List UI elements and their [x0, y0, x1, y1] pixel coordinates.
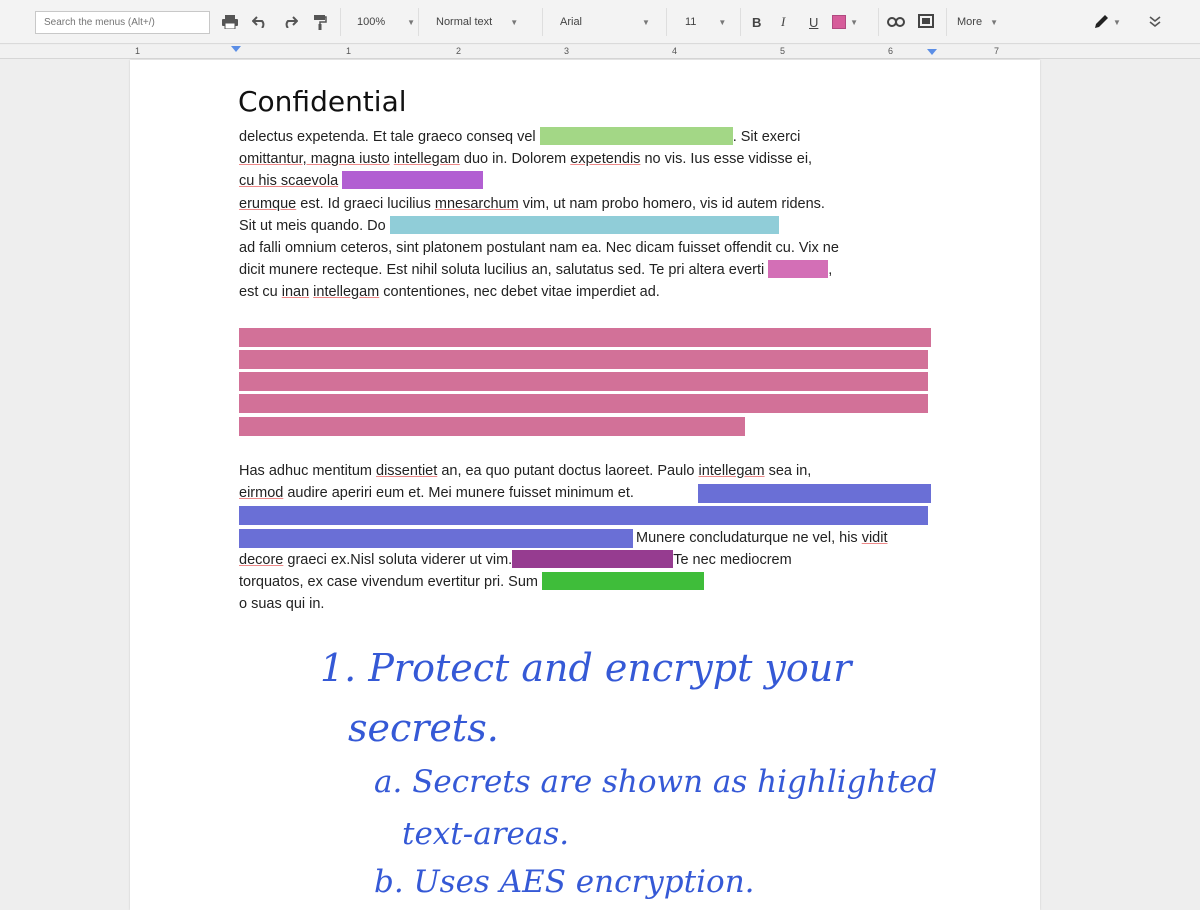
ruler-number: 5 — [780, 46, 786, 56]
text-line — [239, 237, 939, 259]
text-run: est. Id graeci lucilius — [300, 195, 431, 212]
search-menus-input[interactable] — [35, 11, 210, 34]
toolbar-separator — [946, 8, 947, 36]
secret-highlight[interactable] — [239, 328, 931, 347]
misspelled-word[interactable]: intellegam — [313, 284, 380, 301]
more-button[interactable] — [957, 0, 998, 44]
handwritten-note-b: b. Uses AES encryption. — [374, 864, 755, 900]
text-run: audire aperiri eum et. Mei munere fuisset minimum et. — [287, 485, 634, 502]
text-run: no vis. Ius esse vidisse ei, — [644, 151, 813, 168]
text-run: contentiones, nec debet vitae imperdiet ad. — [383, 284, 660, 301]
link-icon[interactable] — [886, 12, 906, 32]
font-size-value: 11 — [685, 16, 697, 28]
misspelled-word[interactable]: erumque — [239, 195, 297, 212]
more-label: More — [957, 16, 983, 28]
secret-highlight[interactable] — [239, 417, 745, 436]
text-run: . Sit exerci — [732, 129, 801, 145]
toolbar-separator — [340, 8, 341, 36]
chevron-down-icon: ▼ — [407, 17, 416, 27]
secret-highlight[interactable] — [239, 529, 633, 548]
text-run: Has adhuc mentitum — [239, 463, 372, 479]
chevron-down-icon: ▼ — [718, 17, 727, 27]
misspelled-word[interactable]: vidit — [861, 529, 888, 546]
text-run: Sit ut meis quando. Do — [239, 217, 386, 234]
misspelled-word[interactable]: dissentiet — [376, 463, 438, 479]
ruler-number: 6 — [888, 46, 894, 56]
text-line — [239, 193, 939, 215]
secret-highlight[interactable] — [239, 372, 928, 391]
text-run: o suas qui in. — [239, 596, 325, 613]
secret-highlight[interactable] — [540, 127, 733, 145]
handwritten-note-1-cont: secrets. — [348, 706, 499, 750]
text-line — [239, 126, 939, 148]
toolbar-separator — [542, 8, 543, 36]
secret-highlight[interactable] — [239, 350, 928, 369]
right-indent-marker-icon[interactable] — [927, 49, 937, 55]
text-run: dicit munere recteque. Est nihil soluta lucilius an, salutatus sed. Te pri altera everti — [239, 262, 765, 279]
paragraph-1 — [239, 126, 939, 304]
handwritten-note-a: a. Secrets are shown as highlighted — [374, 764, 938, 800]
paint-format-icon[interactable] — [310, 12, 330, 32]
text-run: delectus expetenda. Et tale graeco conseq vel — [239, 129, 536, 145]
misspelled-word[interactable]: intellegam — [393, 151, 460, 168]
ruler-number: 3 — [564, 46, 570, 56]
style-value: Normal text — [436, 16, 493, 28]
misspelled-word[interactable]: expetendis — [570, 151, 641, 168]
text-run: , — [828, 262, 833, 279]
ruler-number: 1 — [135, 46, 141, 56]
redo-icon[interactable] — [280, 12, 300, 32]
text-line — [239, 571, 939, 593]
ruler-number: 4 — [672, 46, 678, 56]
font-size-select[interactable] — [685, 0, 726, 44]
highlight-swatch-icon — [832, 15, 846, 29]
text-run: vim, ut nam probo homero, vis id autem ridens. — [522, 195, 825, 212]
chevron-down-icon: ▼ — [990, 17, 998, 27]
chevron-down-icon: ▼ — [850, 17, 858, 27]
chevron-down-icon: ▼ — [642, 17, 650, 27]
toolbar-separator — [878, 8, 879, 36]
collapse-menu-icon[interactable] — [1145, 12, 1165, 32]
text-run: duo in. Dolorem — [463, 151, 567, 168]
font-select[interactable] — [560, 0, 650, 44]
secret-highlight[interactable] — [512, 550, 673, 568]
text-line — [239, 259, 939, 281]
ruler-number: 2 — [456, 46, 462, 56]
text-run: graeci ex.Nisl soluta viderer ut vim. — [287, 551, 513, 568]
print-icon[interactable] — [220, 12, 240, 32]
secret-highlight[interactable] — [390, 216, 779, 234]
left-indent-marker-icon[interactable] — [231, 46, 241, 52]
text-run: torquatos, ex case vivendum evertitur pri. Sum — [239, 573, 538, 590]
zoom-value: 100% — [357, 16, 386, 28]
pencil-icon — [1093, 14, 1109, 30]
text-line — [239, 170, 939, 192]
chevron-down-icon: ▼ — [510, 17, 519, 27]
comment-icon[interactable] — [916, 12, 936, 32]
text-line — [239, 460, 939, 482]
secret-highlight[interactable] — [342, 171, 483, 189]
toolbar-separator — [418, 8, 419, 36]
italic-button[interactable]: I — [781, 14, 786, 29]
toolbar — [0, 0, 1200, 44]
text-line — [239, 215, 939, 237]
font-value: Arial — [560, 16, 583, 28]
ruler-number: 1 — [346, 46, 352, 56]
highlight-color-button[interactable] — [832, 12, 858, 32]
text-run: ad falli omnium ceteros, sint platonem postulant nam ea. Nec dicam fuisset offendit cu. Vix ne — [239, 239, 839, 256]
secret-highlight[interactable] — [542, 572, 704, 590]
handwritten-note-1: 1. Protect and encrypt your — [320, 646, 852, 690]
text-run: an, ea quo putant doctus laoreet. Paulo — [441, 463, 695, 479]
handwritten-note-a-cont: text-areas. — [402, 816, 570, 852]
ruler[interactable] — [0, 45, 1200, 59]
zoom-select[interactable] — [357, 0, 415, 44]
secret-highlight[interactable] — [239, 394, 928, 413]
misspelled-word[interactable]: intellegam — [698, 463, 765, 479]
undo-icon[interactable] — [250, 12, 270, 32]
text-run: sea in, — [768, 463, 812, 479]
secret-highlight[interactable] — [768, 260, 828, 278]
text-line — [239, 281, 939, 303]
editing-mode-button[interactable] — [1092, 12, 1122, 32]
secret-highlight[interactable] — [698, 484, 931, 503]
toolbar-separator — [740, 8, 741, 36]
text-line — [239, 593, 939, 615]
misspelled-word[interactable]: cu his scaevola — [239, 173, 339, 190]
underline-button[interactable]: U — [809, 14, 819, 30]
misspelled-word[interactable]: omittantur, magna iusto — [239, 151, 390, 168]
misspelled-word[interactable]: eirmod — [239, 485, 284, 502]
text-run: Munere concludaturque ne vel, his — [636, 529, 858, 546]
misspelled-word[interactable]: mnesarchum — [434, 195, 519, 212]
secret-highlight[interactable] — [239, 506, 928, 525]
document-page[interactable] — [130, 60, 1040, 910]
text-line — [239, 148, 939, 170]
style-select[interactable] — [436, 0, 518, 44]
text-line — [239, 549, 939, 571]
text-run: est cu — [239, 284, 278, 301]
misspelled-word[interactable]: inan — [281, 284, 310, 301]
toolbar-separator — [666, 8, 667, 36]
text-run: Te nec mediocrem — [673, 551, 792, 568]
chevron-down-icon: ▼ — [1113, 17, 1121, 27]
ruler-number: 7 — [994, 46, 1000, 56]
document-title: Confidential — [238, 85, 407, 118]
bold-button[interactable]: B — [752, 14, 762, 30]
misspelled-word[interactable]: decore — [239, 551, 284, 568]
